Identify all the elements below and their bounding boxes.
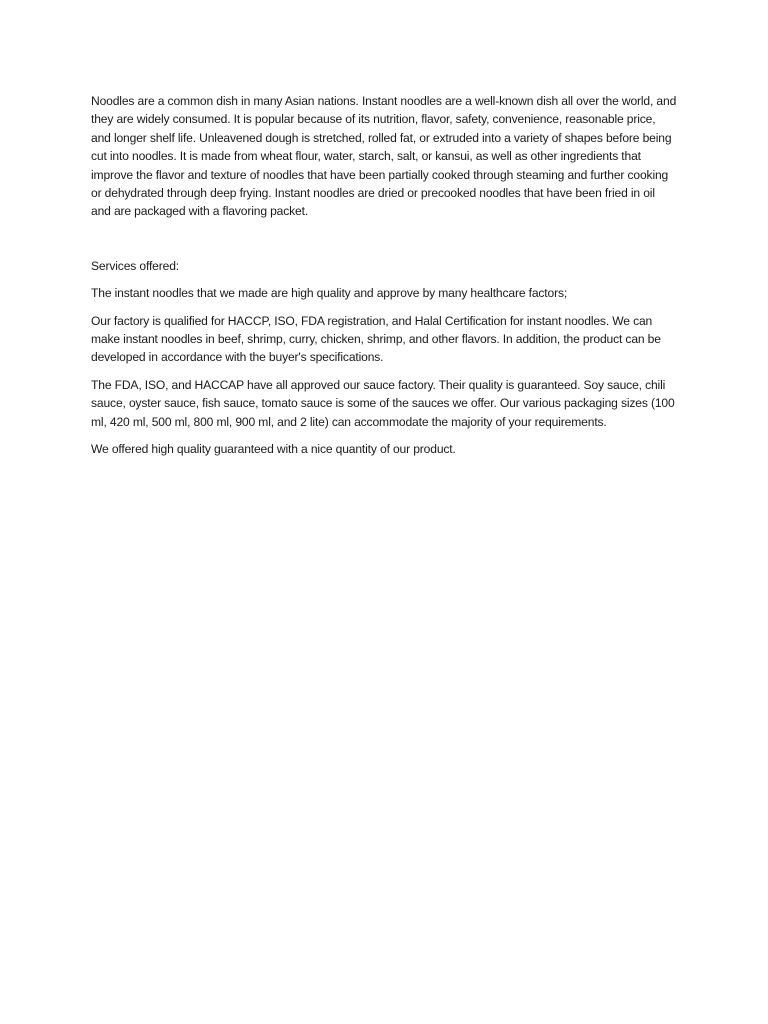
document-body [91, 92, 677, 459]
services-intro-paragraph: The instant noodles that we made are high quality and approve by many healthcare factors; [91, 286, 568, 301]
services-heading: Services offered: [91, 258, 179, 273]
intro-paragraph: Noodles are a common dish in many Asian nations. Instant noodles are a well-known dish all over the world, and they are widely consumed. It is popular because of its nutrition, flavor, safety, convenience, reasonable price, and longer shelf life. Unleavened dough is stretched, rolled fat, or extruded into a variety of shapes before being cut into noodles. It is made from wheat flour, water, starch, salt, or kansui, as well as other ingredients that improve the flavor and texture of noodles that have been partially cooked through steaming and further cooking or dehydrated through deep frying. Instant noodles are dried or precooked noodles that have been fried in oil and are packaged with a flavoring packet. [91, 94, 677, 219]
sauce-paragraph: The FDA, ISO, and HACCAP have all approved our sauce factory. Their quality is guaranteed. Soy sauce, chili sauce, oyster sauce, fish sauce, tomato sauce is some of the sauces we offer. Our various packaging sizes (100 ml, 420 ml, 500 ml, 800 ml, 900 ml, and 2 lite) can accommodate the majority of your requirements. [91, 377, 675, 429]
closing-paragraph: We offered high quality guaranteed with a nice quantity of our product. [91, 442, 456, 457]
factory-paragraph: Our factory is qualified for HACCP, ISO, FDA registration, and Halal Certification for instant noodles. We can make instant noodles in beef, shrimp, curry, chicken, shrimp, and other flavors. In addition, the product can be developed in accordance with the buyer's specifications. [91, 313, 661, 365]
